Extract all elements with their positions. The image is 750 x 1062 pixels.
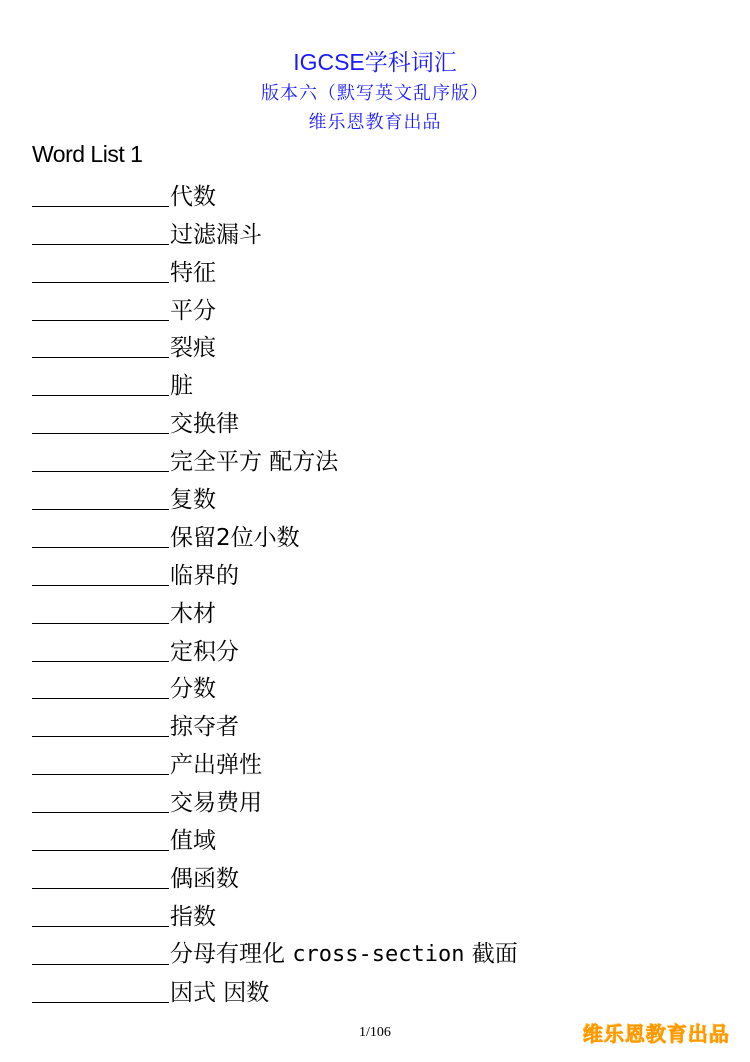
answer-blank[interactable] [32, 698, 169, 699]
answer-blank[interactable] [32, 320, 169, 321]
word-row [32, 591, 518, 629]
term-text: 平分 [170, 297, 216, 324]
chinese-term [170, 599, 216, 629]
answer-blank[interactable] [32, 282, 169, 283]
word-row [32, 704, 518, 742]
answer-blank[interactable] [32, 471, 169, 472]
answer-blank[interactable] [32, 509, 169, 510]
word-row [32, 288, 518, 326]
word-list-heading: Word List 1 [32, 141, 143, 167]
chinese-term [170, 485, 216, 515]
term-text: 值域 [170, 828, 216, 855]
answer-blank[interactable] [32, 357, 169, 358]
term-text: 特征 [170, 259, 216, 286]
word-row [32, 477, 518, 515]
chinese-term [170, 978, 269, 1008]
term-text: 截面 [464, 940, 518, 967]
term-text: 定积分 [170, 638, 239, 665]
word-row [32, 667, 518, 705]
term-text: 掠夺者 [170, 714, 239, 741]
word-row [32, 326, 518, 364]
answer-blank[interactable] [32, 926, 169, 927]
word-row [32, 250, 518, 288]
chinese-term [170, 788, 262, 818]
answer-blank[interactable] [32, 774, 169, 775]
term-text: 代数 [170, 183, 216, 210]
term-text: 保留2位小数 [170, 524, 300, 551]
answer-blank[interactable] [32, 623, 169, 624]
answer-blank[interactable] [32, 433, 169, 434]
chinese-term [170, 296, 216, 326]
chinese-term [170, 864, 239, 894]
chinese-term [170, 902, 216, 932]
word-row [32, 894, 518, 932]
word-row [32, 818, 518, 856]
answer-blank[interactable] [32, 244, 169, 245]
chinese-term [170, 182, 216, 212]
term-text: 复数 [170, 487, 216, 514]
chinese-term [170, 637, 239, 667]
term-text: 木材 [170, 600, 216, 627]
term-text: 因式 因数 [170, 979, 270, 1006]
word-row [32, 856, 518, 894]
answer-blank[interactable] [32, 206, 169, 207]
chinese-term [170, 447, 338, 477]
term-text: 交易费用 [170, 790, 262, 817]
chinese-term [170, 333, 216, 363]
chinese-term [170, 750, 262, 780]
answer-blank[interactable] [32, 395, 169, 396]
publisher-line: 维乐恩教育出品 [308, 112, 442, 132]
chinese-term [170, 409, 239, 439]
word-row [32, 970, 518, 1008]
word-row [32, 174, 518, 212]
chinese-term [170, 258, 216, 288]
answer-blank[interactable] [32, 812, 169, 813]
chinese-term [170, 561, 239, 591]
chinese-term [170, 674, 216, 704]
answer-blank[interactable] [32, 850, 169, 851]
word-row [32, 439, 518, 477]
term-text: 完全平方 配方法 [170, 449, 339, 476]
term-text: 分母有理化 [170, 940, 293, 967]
answer-blank[interactable] [32, 888, 169, 889]
term-text: 交换律 [170, 411, 239, 438]
english-term: cross-section [292, 941, 465, 967]
chinese-term [170, 220, 262, 250]
chinese-term [170, 712, 239, 742]
document-title: IGCSE学科词汇 [293, 49, 457, 75]
word-row [32, 553, 518, 591]
term-text: 过滤漏斗 [170, 221, 262, 248]
answer-blank[interactable] [32, 585, 169, 586]
answer-blank[interactable] [32, 1002, 169, 1003]
term-text: 产出弹性 [170, 752, 262, 779]
word-list [32, 174, 518, 1008]
word-row [32, 932, 518, 970]
chinese-term [170, 826, 216, 856]
word-row [32, 212, 518, 250]
word-row [32, 363, 518, 401]
word-row [32, 742, 518, 780]
page-number: 1/106 [359, 1025, 391, 1040]
document-subtitle: 版本六（默写英文乱序版） [261, 83, 489, 103]
word-row [32, 780, 518, 818]
chinese-term [170, 523, 300, 553]
answer-blank[interactable] [32, 547, 169, 548]
answer-blank[interactable] [32, 964, 169, 965]
answer-blank[interactable] [32, 736, 169, 737]
term-text: 分数 [170, 676, 216, 703]
term-text: 脏 [170, 373, 193, 400]
watermark-logo: 维乐恩教育出品 [583, 1022, 730, 1046]
word-row [32, 515, 518, 553]
word-row [32, 401, 518, 439]
chinese-term [170, 371, 193, 401]
term-text: 偶函数 [170, 865, 239, 892]
answer-blank[interactable] [32, 661, 169, 662]
term-text: 指数 [170, 903, 216, 930]
word-row [32, 629, 518, 667]
term-text: 临界的 [170, 562, 239, 589]
chinese-term [170, 939, 518, 970]
term-text: 裂痕 [170, 335, 216, 362]
